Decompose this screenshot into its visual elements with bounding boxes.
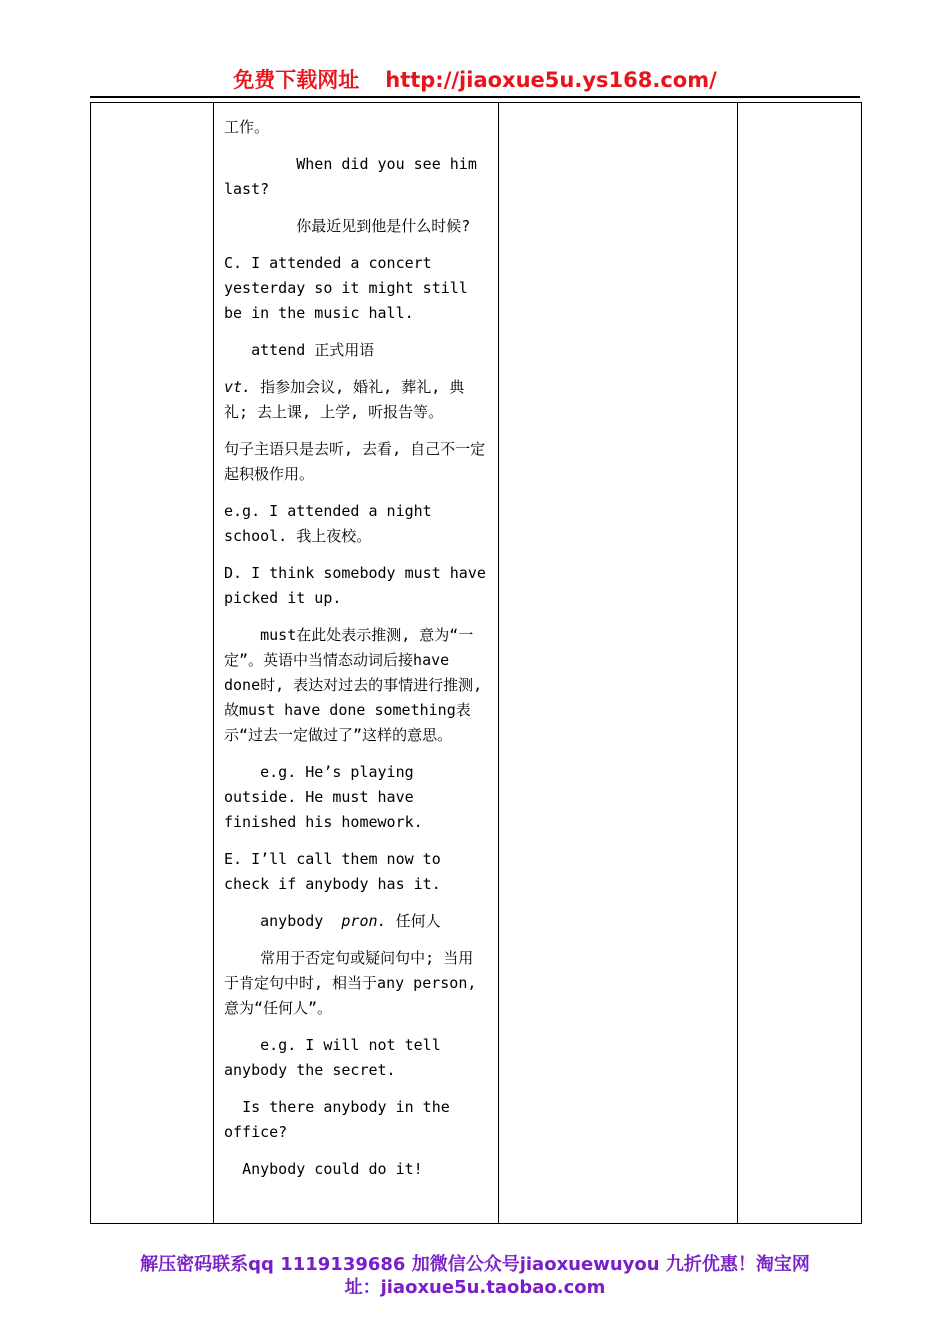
- part-of-speech: vt.: [224, 378, 252, 396]
- text-paragraph: Is there anybody in the office?: [224, 1098, 459, 1141]
- table-row: [91, 103, 862, 1224]
- header-title: 免费下载网址: [233, 68, 360, 92]
- page-header: [90, 66, 860, 94]
- text-paragraph: e.g. He’s playing outside. He must have finished his homework.: [224, 763, 423, 831]
- footer-line-1: 解压密码联系qq 1119139686 加微信公众号jiaoxuewuyou 九折优惠！淘宝网: [140, 1254, 810, 1275]
- text-paragraph: E. I’ll call them now to check if anybody has it.: [224, 850, 450, 893]
- vocab-word: anybody: [224, 912, 342, 930]
- table-cell-content: [214, 103, 499, 1224]
- header-url-link[interactable]: http://jiaoxue5u.ys168.com/: [385, 68, 717, 92]
- text-paragraph: e.g. I will not tell anybody the secret.: [224, 1036, 450, 1079]
- text-paragraph: attend 正式用语: [224, 341, 375, 359]
- lesson-table: [90, 102, 862, 1224]
- text-paragraph: [224, 375, 488, 425]
- text-paragraph: When did you see him last?: [224, 155, 486, 198]
- text-paragraph: must在此处表示推测, 意为“一定”。英语中当情态动词后接have done时, 表达对过去的事情进行推测, 故must have done something表示“过去一定做过了”这样的意思。: [224, 626, 492, 744]
- text-paragraph: C. I attended a concert yesterday so it might still be in the music hall.: [224, 254, 477, 322]
- table-cell-empty-1: [91, 103, 214, 1224]
- text-paragraph: 工作。: [224, 118, 270, 136]
- part-of-speech: pron.: [341, 912, 387, 930]
- text-paragraph: 句子主语只是去听, 去看, 自己不一定起积极作用。: [224, 440, 486, 483]
- table-cell-empty-4: [738, 103, 862, 1224]
- text-paragraph: 常用于否定句或疑问句中; 当用于肯定句中时, 相当于any person, 意为“任何人”。: [224, 949, 486, 1017]
- definition-text: 指参加会议, 婚礼, 葬礼, 典礼; 去上课, 上学, 听报告等。: [224, 378, 465, 421]
- text-paragraph: [224, 909, 488, 934]
- table-cell-empty-3: [499, 103, 738, 1224]
- text-paragraph: e.g. I attended a night school. 我上夜校。: [224, 502, 441, 545]
- footer-line-2: 址：jiaoxue5u.taobao.com: [344, 1277, 606, 1298]
- text-paragraph: 你最近见到他是什么时候?: [224, 217, 471, 235]
- page-footer: [90, 1253, 860, 1299]
- text-paragraph: Anybody could do it!: [224, 1160, 423, 1178]
- header-divider: [90, 96, 860, 98]
- definition-text: 任何人: [386, 912, 441, 930]
- text-paragraph: D. I think somebody must have picked it up.: [224, 564, 495, 607]
